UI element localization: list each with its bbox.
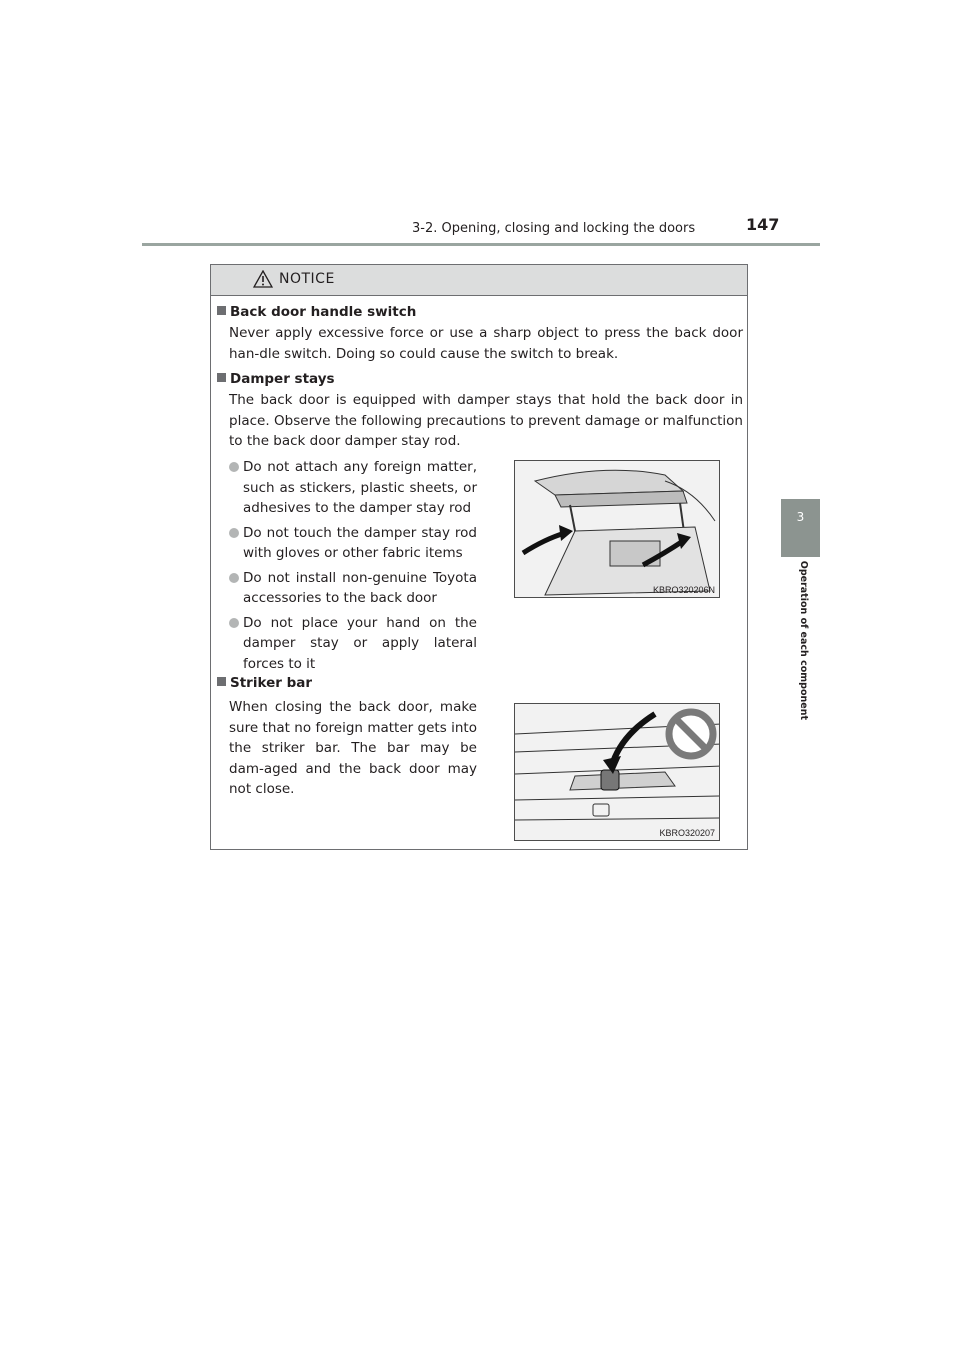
bullet-dot-icon (229, 573, 239, 583)
chapter-number: 3 (796, 510, 805, 524)
list-item: Do not touch the damper stay rod with gloves or other fabric items (229, 523, 477, 564)
notice-title: NOTICE (279, 271, 335, 287)
square-bullet-icon (217, 677, 226, 686)
header-section-title: 3-2. Opening, closing and locking the doors (412, 221, 696, 236)
figure-code: KBRO320207 (659, 828, 715, 838)
section-title-back-door-handle: Back door handle switch (217, 304, 416, 320)
chapter-label-text: Operation of each component (798, 560, 809, 720)
back-door-illustration (515, 461, 720, 598)
square-bullet-icon (217, 306, 226, 315)
section-title-striker-bar: Striker bar (217, 675, 312, 691)
section-text-back-door-handle: Never apply excessive force or use a sharp object to press the back door han-dle switch. Doing so could cause the switch to break. (229, 325, 743, 362)
warning-triangle-icon (253, 270, 273, 288)
damper-bullet-list (229, 457, 477, 678)
bullet-dot-icon (229, 528, 239, 538)
section-text-striker-bar: When closing the back door, make sure that no foreign matter gets into the striker bar. The bar may be dam-aged and the back door may not close. (229, 699, 477, 797)
list-item: Do not attach any foreign matter, such as stickers, plastic sheets, or adhesives to the damper stay rod (229, 457, 477, 519)
section-text-damper-stays: The back door is equipped with damper stays that hold the back door in place. Observe the following precautions to prevent damage or malfunction to the back door damper stay rod. (229, 392, 743, 449)
notice-box (210, 264, 748, 850)
bullet-dot-icon (229, 618, 239, 628)
square-bullet-icon (217, 373, 226, 382)
list-item: Do not install non-genuine Toyota accessories to the back door (229, 568, 477, 609)
chapter-tab (781, 499, 820, 557)
header-rule (142, 243, 820, 246)
bullet-dot-icon (229, 462, 239, 472)
figure-code: KBRO320206N (652, 585, 715, 595)
section-title-damper-stays: Damper stays (217, 371, 335, 387)
list-item: Do not place your hand on the damper stay or apply lateral forces to it (229, 613, 477, 675)
notice-header (211, 265, 747, 296)
chapter-label (795, 560, 809, 880)
striker-bar-illustration (515, 704, 720, 841)
damper-stay-figure (514, 460, 720, 598)
striker-bar-figure (514, 703, 720, 841)
page-number: 147 (746, 215, 780, 234)
